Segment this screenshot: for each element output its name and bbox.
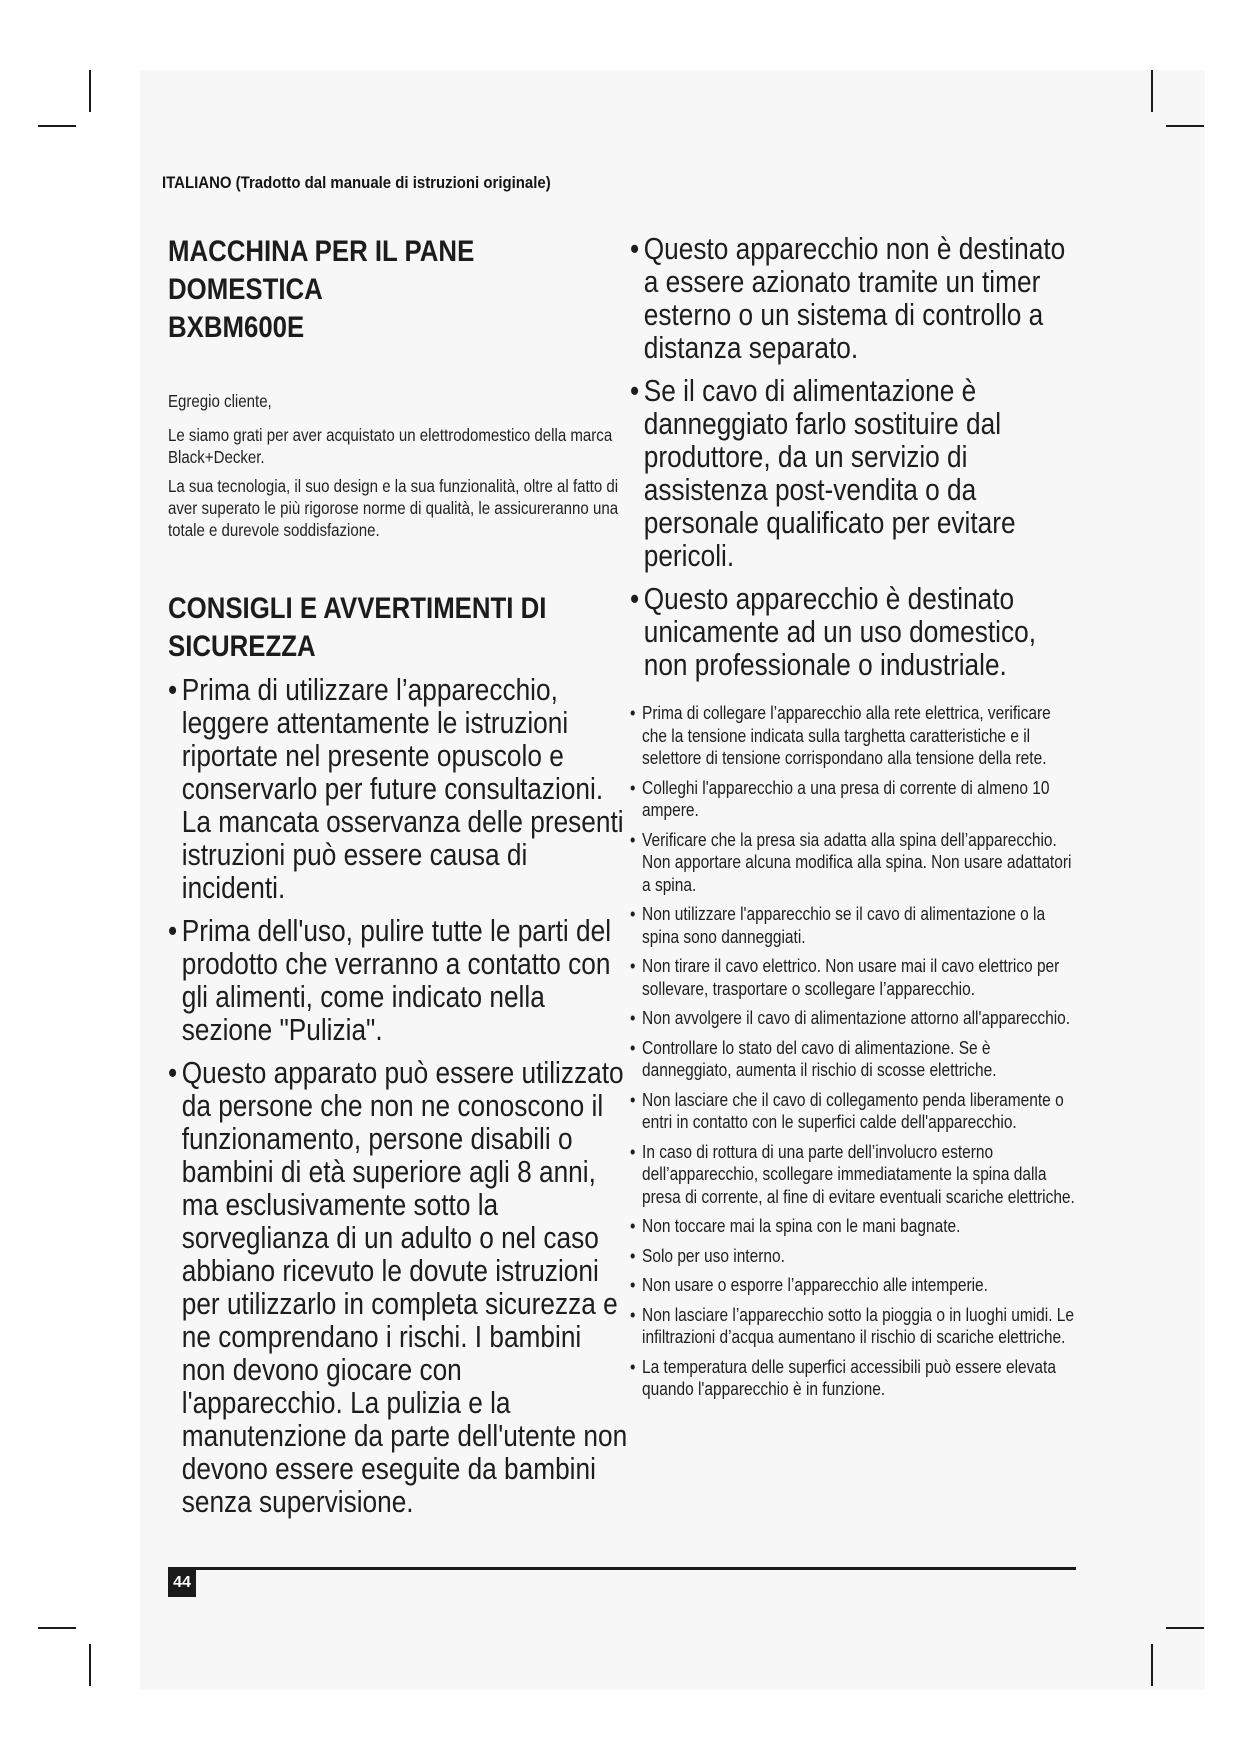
left-column xyxy=(168,233,628,1529)
safety-item-small: • La temperatura delle superfici accessibili può essere elevata quando l'apparecchio è in funzione. xyxy=(630,1356,1080,1401)
safety-item: • Questo apparecchio non è destinato a essere azionato tramite un timer esterno o un sistema di controllo a distanza separato. xyxy=(630,233,1080,365)
safety-item-small: • Non utilizzare l'apparecchio se il cavo di alimentazione o la spina sono danneggiati. xyxy=(630,903,1080,948)
crop-mark-bottom-right-vertical xyxy=(1151,1644,1153,1686)
crop-mark-bottom-right-horizontal xyxy=(1166,1627,1204,1629)
crop-mark-top-right-horizontal xyxy=(1166,125,1204,127)
product-model: BXBM600E xyxy=(168,311,305,344)
safety-section-title xyxy=(168,590,628,666)
language-header: ITALIANO (Tradotto dal manuale di istruzioni originale) xyxy=(162,173,551,192)
safety-item-small: • Non avvolgere il cavo di alimentazione attorno all'apparecchio. xyxy=(630,1007,1080,1030)
safety-item-small: • Non lasciare che il cavo di collegamento penda liberamente o entri in contatto con le superfici calde dell'apparecchio. xyxy=(630,1089,1080,1134)
safety-list-right-small xyxy=(630,702,1080,1401)
crop-mark-top-left-horizontal xyxy=(38,125,76,127)
safety-item-small: • Controllare lo stato del cavo di alimentazione. Se è danneggiato, aumenta il rischio di scosse elettriche. xyxy=(630,1037,1080,1082)
crop-mark-top-left-vertical xyxy=(89,70,91,112)
safety-list-left xyxy=(168,674,628,1519)
page-number: 44 xyxy=(168,1569,196,1597)
safety-item: • Questo apparato può essere utilizzato da persone che non ne conoscono il funzionamento, persone disabili o bambini di età superiore agli 8 anni, ma esclusivamente sotto la sorveglianza di un adulto o nel caso abbiano ricevuto le dovute istruzioni per utilizzarlo in completa sicurezza e ne comprendano i rischi. I bambini non devono giocare con l'apparecchio. La pulizia e la manutenzione da parte dell'utente non devono essere eseguite da bambini senza supervisione. xyxy=(168,1057,628,1519)
safety-item: • Questo apparecchio è destinato unicamente ad un uso domestico, non professionale o industriale. xyxy=(630,583,1080,682)
safety-item: • Prima di utilizzare l’apparecchio, leggere attentamente le istruzioni riportate nel presente opuscolo e conservarlo per future consultazioni. La mancata osservanza delle presenti istruzioni può essere causa di incidenti. xyxy=(168,674,628,905)
safety-item-small: • In caso di rottura di una parte dell’involucro esterno dell’apparecchio, scollegare immediatamente la spina dalla presa di corrente, al fine di evitare eventuali scariche elettriche. xyxy=(630,1141,1080,1209)
safety-item-small: • Prima di collegare l’apparecchio alla rete elettrica, verificare che la tensione indicata sulla targhetta caratteristiche e il selettore di tensione corrispondano alla tensione della rete. xyxy=(630,702,1080,770)
intro-paragraph: La sua tecnologia, il suo design e la sua funzionalità, oltre al fatto di aver superato le più rigorose norme di qualità, le assicureranno una totale e durevole soddisfazione. xyxy=(168,476,619,540)
intro-paragraph: Le siamo grati per aver acquistato un elettrodomestico della marca Black+Decker. xyxy=(168,425,613,467)
greeting: Egregio cliente, xyxy=(168,391,272,411)
safety-item-small: • Non lasciare l’apparecchio sotto la pioggia o in luoghi umidi. Le infiltrazioni d’acqua aumentano il rischio di scariche elettriche. xyxy=(630,1304,1080,1349)
crop-mark-bottom-left-horizontal xyxy=(38,1627,76,1629)
safety-item-small: • Non toccare mai la spina con le mani bagnate. xyxy=(630,1215,1080,1238)
safety-title-line: SICUREZZA xyxy=(168,630,316,663)
crop-mark-top-right-vertical xyxy=(1151,70,1153,112)
safety-item: • Prima dell'uso, pulire tutte le parti del prodotto che verranno a contatto con gli alimenti, come indicato nella sezione "Pulizia". xyxy=(168,915,628,1047)
safety-title-line: CONSIGLI E AVVERTIMENTI DI xyxy=(168,592,547,625)
right-column-content xyxy=(630,233,1080,1401)
safety-item-small: • Colleghi l'apparecchio a una presa di corrente di almeno 10 ampere. xyxy=(630,777,1080,822)
right-column xyxy=(630,233,1080,1408)
product-title xyxy=(168,233,628,347)
safety-list-right-large xyxy=(630,233,1080,682)
product-title-line: DOMESTICA xyxy=(168,273,323,306)
safety-item-small: • Solo per uso interno. xyxy=(630,1245,1080,1268)
left-column-content xyxy=(168,233,628,1519)
safety-item: • Se il cavo di alimentazione è danneggiato farlo sostituire dal produttore, da un servizio di assistenza post-vendita o da personale qualificato per evitare pericoli. xyxy=(630,375,1080,573)
product-title-line: MACCHINA PER IL PANE xyxy=(168,235,475,268)
crop-mark-bottom-left-vertical xyxy=(89,1644,91,1686)
safety-item-small: • Non usare o esporre l’apparecchio alle intemperie. xyxy=(630,1274,1080,1297)
safety-item-small: • Non tirare il cavo elettrico. Non usare mai il cavo elettrico per sollevare, trasportare o scollegare l’apparecchio. xyxy=(630,955,1080,1000)
safety-item-small: • Verificare che la presa sia adatta alla spina dell’apparecchio. Non apportare alcuna modifica alla spina. Non usare adattatori a spina. xyxy=(630,829,1080,897)
footer-rule xyxy=(168,1567,1076,1570)
